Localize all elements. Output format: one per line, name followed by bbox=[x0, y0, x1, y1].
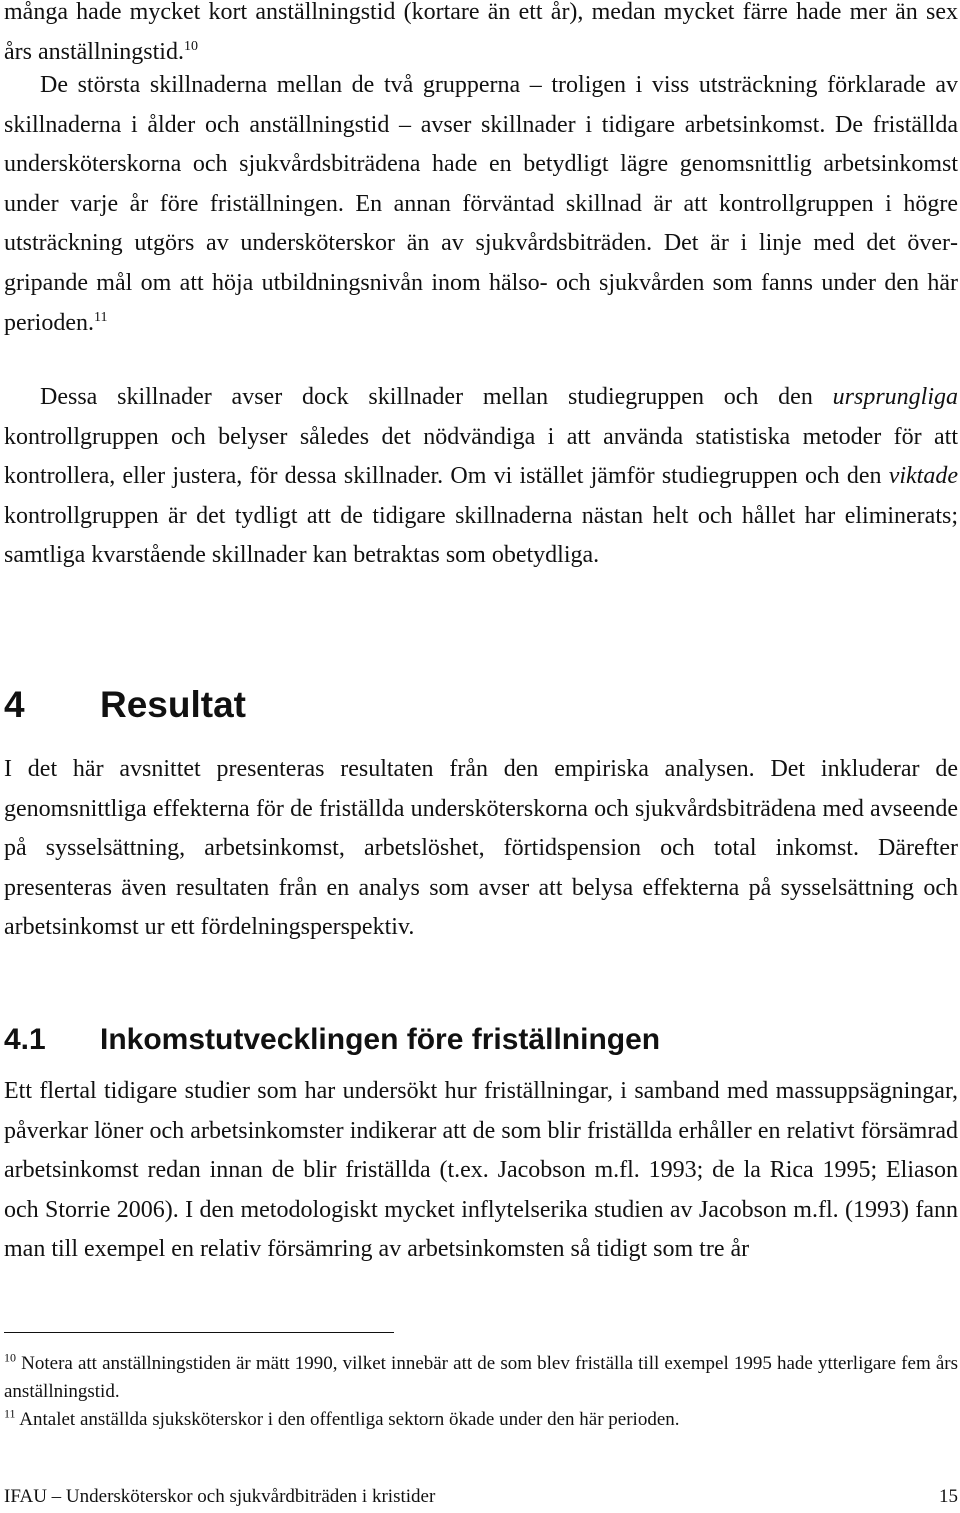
section-heading-4 bbox=[4, 683, 958, 727]
paragraph-text: många hade mycket kort anställningstid (kortare än ett år), medan mycket färre hade mer än sex års anställningstid. bbox=[4, 0, 958, 65]
section-4-1-text: Ett flertal tidigare studier som har undersökt hur friställningar, i samband med massuppsägningar, påverkar löner och arbetsinkomster indikerar att de som blir friställda erhåller en relativt försämrad arbetsinkomst redan innan de blir friställda (t.ex. Jacobson m.fl. 1993; de la Rica 1995; Eliason och Storrie 2006). I den metodologiskt mycket inflytelserika studien av Jacobson m.fl. (1993) fann man till exempel en relativ försämring av arbetsinkomsten så tidigt som tre år bbox=[4, 1078, 958, 1263]
footnote-text: Antalet anställda sjuksköterskor i den offentliga sektorn ökade under den här perioden. bbox=[19, 1409, 680, 1430]
footnote-11 bbox=[4, 1406, 958, 1434]
section-number: 4 bbox=[4, 684, 25, 725]
footnote-ref: 10 bbox=[183, 38, 198, 54]
footnote-number: 10 bbox=[4, 1350, 16, 1365]
paragraph-text: De största skillnaderna mellan de två grupperna – troligen i viss utsträckning förklarade av skillnaderna i ålder och anställningstid – avser skillnader i tidigare arbetsinkomst. De friställda undersköterskorna och sjukvårdsbiträdena hade en betydligt lägre genomsnittlig arbetsinkomst under varje år före friställningen. En annan förväntad skillnad är att kontrollgruppen i högre utsträckning utgörs av undersköterskor än av sjukvårdsbiträden. Det är i linje med det övergripande mål om att höja utbildningsnivån inom hälso- och sjukvården som fanns under den här perioden. bbox=[4, 72, 958, 336]
section-number: 4.1 bbox=[4, 1023, 46, 1056]
footnote-ref: 11 bbox=[93, 309, 108, 325]
paragraph-section-4 bbox=[4, 750, 958, 948]
paragraph-continuation bbox=[4, 0, 958, 72]
page-number: 15 bbox=[939, 1486, 958, 1507]
emphasis-ursprungliga: ursprungliga bbox=[832, 384, 958, 410]
paragraph-group-differences bbox=[4, 66, 958, 343]
footer-title: IFAU – Undersköterskor och sjukvårdbiträden i kristider bbox=[4, 1486, 436, 1507]
section-heading-4-1 bbox=[4, 1022, 958, 1058]
section-title: Resultat bbox=[100, 684, 246, 725]
emphasis-viktade: viktade bbox=[888, 463, 958, 490]
paragraph-weighted-control: Dessa skillnader avser dock skillnader mellan studiegruppen och den ursprungliga kontrollgruppen och belyser således det nödvändiga i att använda statistiska metoder för att kontrollera, eller justera, för dessa skillnader. Om vi istället jämför studiegruppen och den viktade kontrollgruppen är det tydligt att de tidigare skillnaderna nästan helt och hållet har eliminerats; samtliga kvarstående skillnader kan betraktas som obetydliga. bbox=[4, 384, 958, 569]
paragraph-section-4-1 bbox=[4, 1072, 958, 1270]
footnote-text: Notera att anställningstiden är mätt 1990, vilket innebär att de som blev friställa till exempel 1995 hade ytterligare fem års anställningstid. bbox=[4, 1353, 959, 1402]
footnotes bbox=[4, 1350, 958, 1434]
section-4-text: I det här avsnittet presenteras resultaten från den empiriska analysen. Det inkluderar de genomsnittliga effekterna för de friställda undersköterskorna och sjukvårdsbiträdena med avseende på sysselsättning, arbetsinkomst, arbetslöshet, förtidspension och total inkomst. Därefter presenteras även resultaten från en analys som avser att belysa effekterna på sysselsättning och arbetsinkomst ur ett fördelningsperspektiv. bbox=[4, 756, 958, 941]
footnote-number: 11 bbox=[4, 1406, 16, 1421]
section-title: Inkomstutvecklingen före friställningen bbox=[100, 1023, 661, 1056]
footnote-10 bbox=[4, 1350, 958, 1406]
page-footer bbox=[4, 1485, 958, 1509]
footnote-separator bbox=[4, 1332, 394, 1333]
